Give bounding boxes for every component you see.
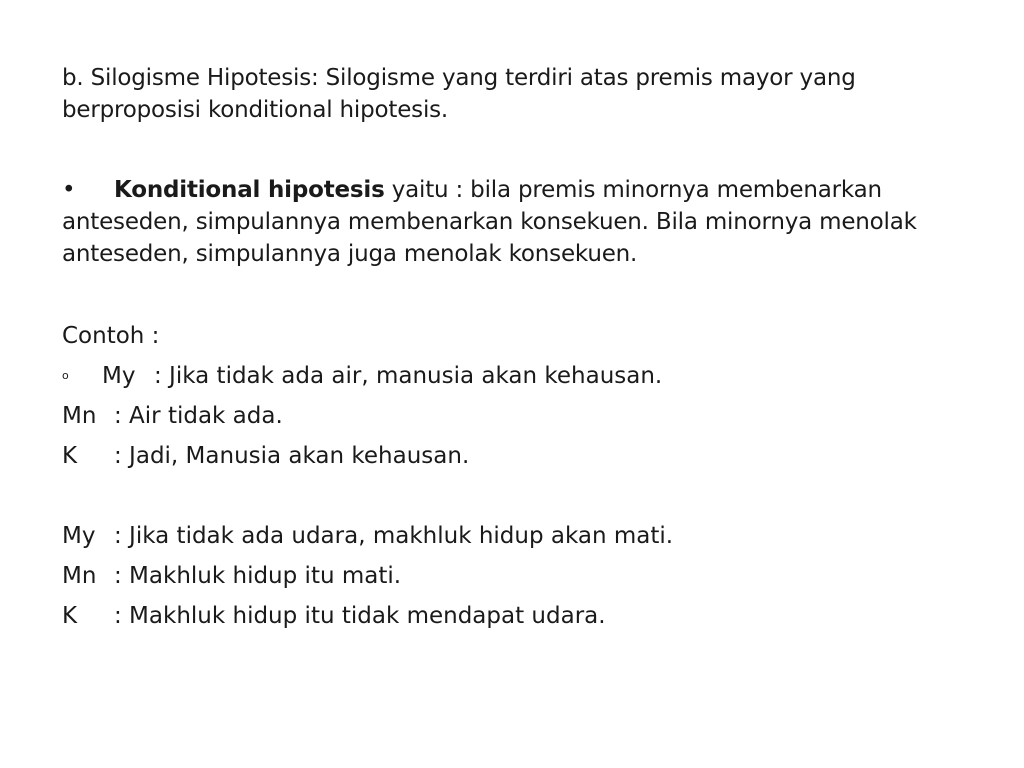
intro-paragraph: b. Silogisme Hipotesis: Silogisme yang terdiri atas premis mayor yang berproposisi konditional hipotesis. [62,65,856,123]
example-2-row-2 [62,556,962,596]
example-1-row-1 [62,356,962,396]
row-text: : Air tidak ada. [114,403,283,429]
row-text: : Jadi, Manusia akan kehausan. [114,443,470,469]
spacer [62,476,962,516]
row-label: My [102,363,136,389]
bullet-term: Konditional hipotesis [114,177,385,203]
row-text: : Jika tidak ada air, manusia akan kehausan. [154,363,663,389]
row-label: My [62,523,96,549]
row-label: K [62,443,78,469]
example-2-row-1 [62,516,962,556]
circle-bullet-icon: o [62,369,69,382]
bullet-paragraph [62,174,962,270]
row-text: : Makhluk hidup itu tidak mendapat udara. [114,603,606,629]
example-2-row-3 [62,596,962,636]
row-label: Mn [62,403,97,429]
bullet-icon: • [62,177,76,203]
contoh-label: Contoh : [62,323,160,349]
row-text: : Makhluk hidup itu mati. [114,563,402,589]
row-label: K [62,603,78,629]
slide-content [62,62,962,636]
example-1-row-3 [62,436,962,476]
example-1-row-2 [62,396,962,436]
row-text: : Jika tidak ada udara, makhluk hidup akan mati. [114,523,674,549]
row-label: Mn [62,563,97,589]
bullet-text: yaitu : bila premis minornya membenarkan anteseden, simpulannya membenarkan konsekuen. Bila minornya menolak anteseden, simpulannya juga menolak konsekuen. [62,177,917,267]
